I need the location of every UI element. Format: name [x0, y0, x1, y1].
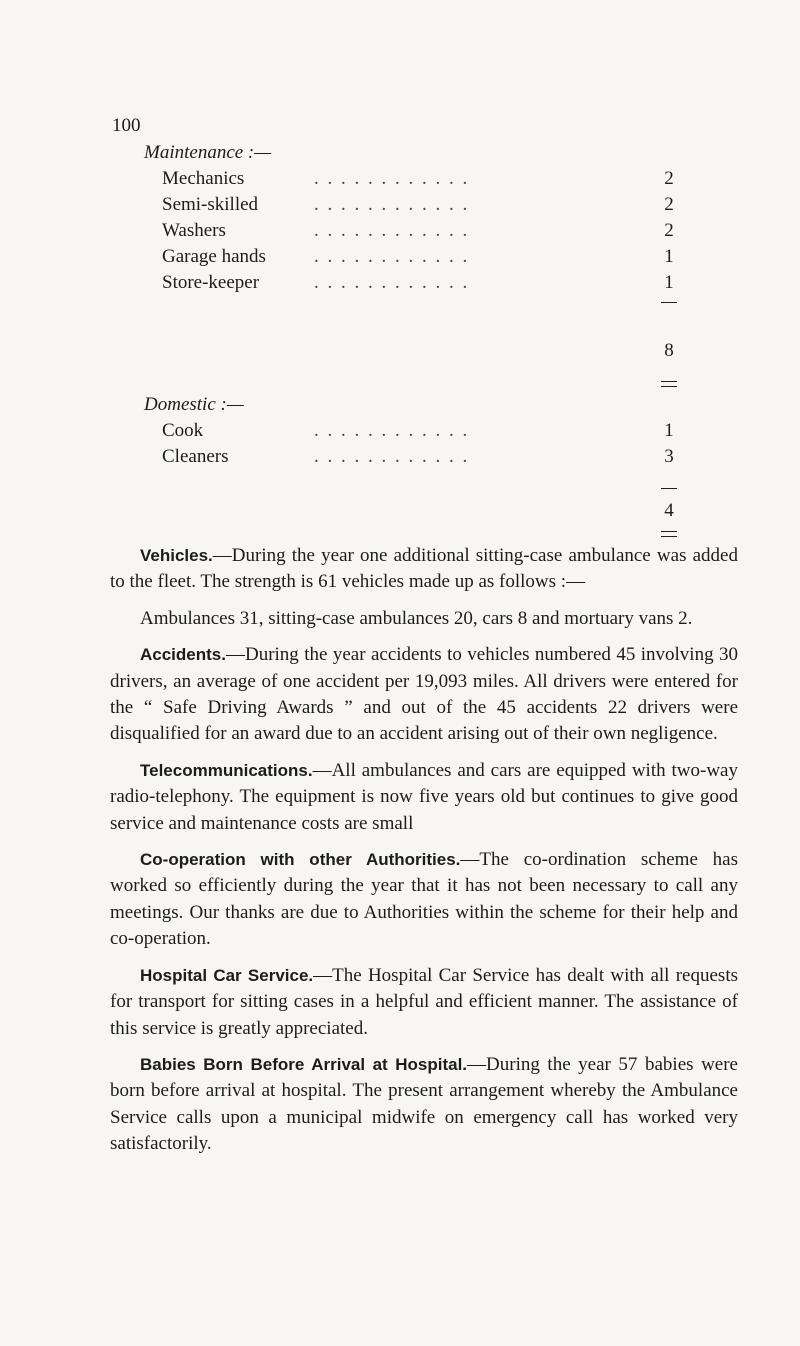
row-value: 2: [664, 220, 674, 241]
text-accidents: —During the year accidents to vehicles numbered 45 involving 30 drivers, an average of one accident per 19,093 miles. All drivers were entered for the “ Safe Driving Awards ” and out of the 45 accidents 22 drivers were disqualified for an award due to an accident arising out of their own negligence.: [110, 644, 738, 745]
leader-dots: . . . . . . . . . . . .: [314, 420, 470, 441]
domestic-total: 4: [664, 500, 674, 521]
paragraph-vehicles: [110, 543, 738, 596]
maintenance-table: [144, 140, 684, 361]
total-double-rule: [654, 531, 684, 537]
heading-telecommunications: Telecommunications.: [140, 760, 313, 780]
row-value: 1: [664, 420, 674, 441]
table-row: [144, 444, 684, 470]
paragraph-accidents: [110, 642, 738, 748]
table-row: [144, 270, 684, 296]
subtotal-rule: [654, 302, 684, 303]
row-label: Semi-skilled: [162, 194, 259, 215]
paragraph-hospital-car-service: [110, 963, 738, 1042]
page-number: 100: [112, 115, 141, 136]
domestic-table: [144, 392, 684, 521]
row-value: 1: [664, 272, 674, 293]
paragraph-babies-born: [110, 1052, 738, 1158]
row-value: 2: [664, 194, 674, 215]
table-row: [144, 218, 684, 244]
table-row: [144, 192, 684, 218]
subtotal-rule: [654, 488, 684, 489]
leader-dots: . . . . . . . . . . . .: [314, 246, 470, 267]
paragraph-cooperation: [110, 847, 738, 953]
heading-accidents: Accidents.: [140, 645, 226, 665]
domestic-title: Domestic :—: [144, 394, 244, 415]
row-label: Cleaners: [162, 446, 229, 467]
heading-babies-born: Babies Born Before Arrival at Hospital.: [140, 1054, 468, 1074]
heading-hospital-car-service: Hospital Car Service.: [140, 965, 314, 985]
table-row: [144, 418, 684, 444]
body-text: [110, 543, 738, 1168]
heading-vehicles: Vehicles.: [140, 546, 213, 565]
text-vehicles: —During the year one additional sitting-case ambulance was added to the fleet. The strength is 61 vehicles made up as follows :—: [110, 545, 738, 593]
row-label: Cook: [162, 420, 204, 441]
row-label: Store-keeper: [162, 272, 260, 293]
total-double-rule: [654, 381, 684, 387]
row-label: Mechanics: [162, 168, 245, 189]
row-value: 2: [664, 168, 674, 189]
leader-dots: . . . . . . . . . . . .: [314, 220, 470, 241]
row-label: Washers: [162, 220, 226, 241]
text-vehicles-list: Ambulances 31, sitting-case ambulances 20, cars 8 and mortuary vans 2.: [140, 607, 693, 629]
paragraph-telecommunications: [110, 758, 738, 837]
text-telecommunications: —All ambulances and cars are equipped with two-way radio-telephony. The equipment is now five years old but continues to give good service and maintenance costs are small: [110, 759, 738, 834]
leader-dots: . . . . . . . . . . . .: [314, 194, 470, 215]
heading-cooperation: Co-operation with other Authorities.: [140, 850, 461, 870]
text-babies-born: —During the year 57 babies were born before arrival at hospital. The present arrangement whereby the Ambulance Service calls upon a municipal midwife on emergency call has worked very satisfactorily.: [110, 1053, 738, 1155]
row-value: 3: [664, 446, 674, 467]
maintenance-title: Maintenance :—: [144, 142, 272, 163]
table-row: [144, 166, 684, 192]
leader-dots: . . . . . . . . . . . .: [314, 272, 470, 293]
text-hospital-car-service: —The Hospital Car Service has dealt with all requests for transport for sitting cases in a helpful and efficient manner. The assistance of this service is greatly appreciated.: [110, 964, 738, 1039]
row-value: 1: [664, 246, 674, 267]
text-cooperation: —The co-ordination scheme has worked so efficiently during the year that it has not been necessary to call any meetings. Our thanks are due to Authorities within the scheme for their help and co-operation.: [110, 849, 739, 950]
maintenance-total: 8: [664, 340, 674, 361]
paragraph-vehicles-list: [110, 606, 738, 632]
leader-dots: . . . . . . . . . . . .: [314, 446, 470, 467]
row-label: Garage hands: [162, 246, 266, 267]
leader-dots: . . . . . . . . . . . .: [314, 168, 470, 189]
table-row: [144, 244, 684, 270]
